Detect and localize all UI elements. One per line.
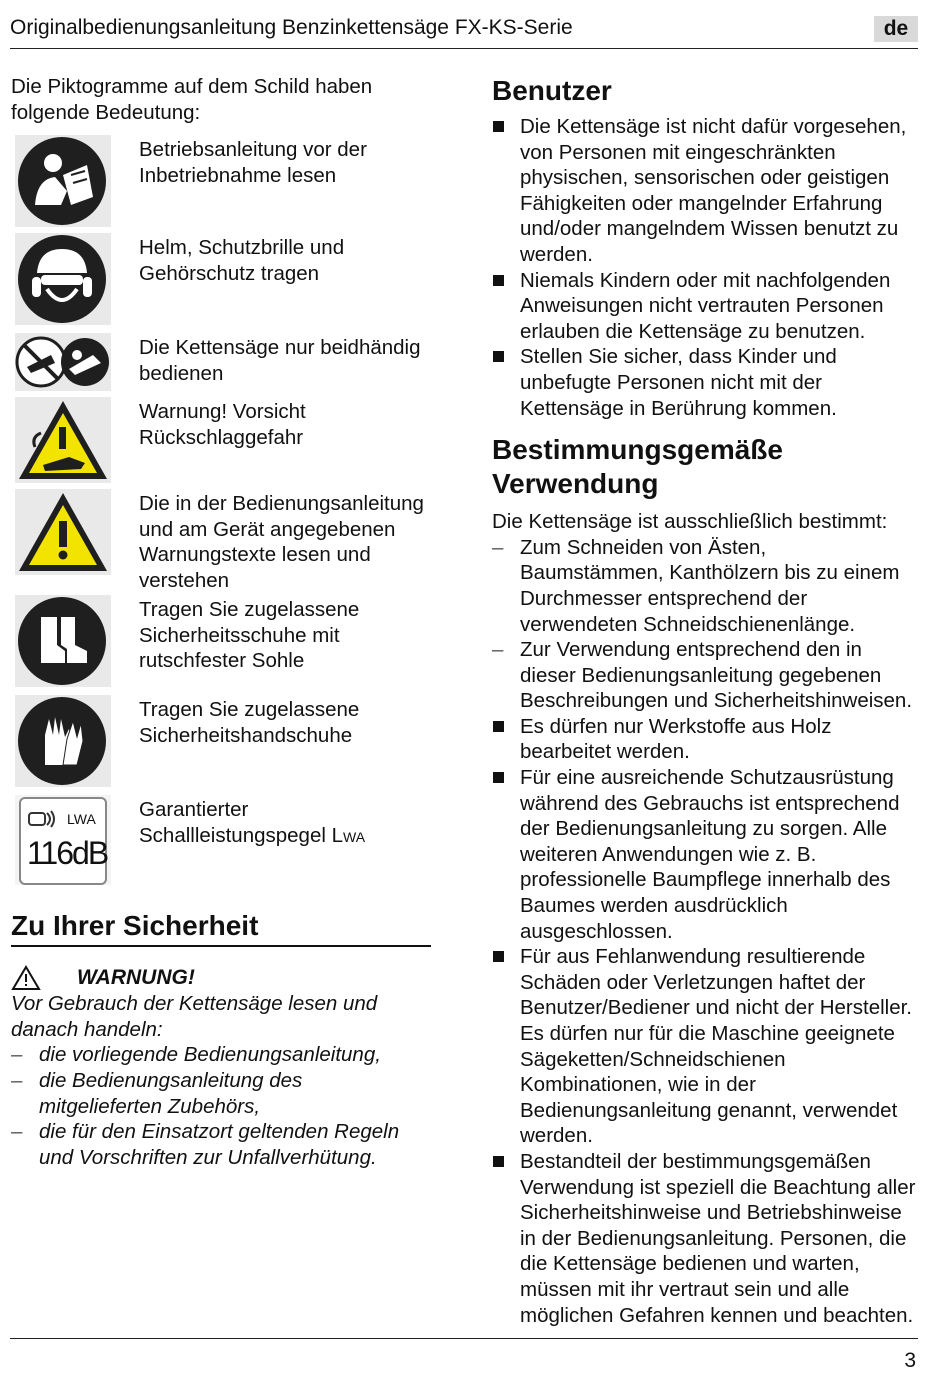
page-number: 3 bbox=[904, 1349, 916, 1372]
list-item: – die vorliegende Bedienungsanleitung, bbox=[11, 1042, 431, 1068]
safety-gloves-icon bbox=[15, 695, 111, 793]
warning-list bbox=[11, 1042, 431, 1170]
warning-label: WARNUNG! bbox=[77, 966, 195, 990]
left-column bbox=[11, 74, 431, 1170]
safety-heading: Zu Ihrer Sicherheit bbox=[11, 910, 259, 942]
sound-level-subscript: WA bbox=[343, 828, 366, 845]
pictogram-description: Betriebsanleitung vor der Inbetriebnahme lesen bbox=[139, 138, 367, 187]
user-list bbox=[492, 114, 920, 421]
two-hand-operation-icon bbox=[15, 333, 111, 395]
user-heading: Benutzer bbox=[492, 75, 612, 106]
sound-db-value: 116dB bbox=[27, 835, 108, 872]
page-header bbox=[10, 14, 918, 49]
pictogram-description: Die in der Bedienungsanleitung und am Gerät angegebenen Warnungstexte lesen und verstehen bbox=[139, 492, 424, 592]
warning-small-icon bbox=[11, 965, 41, 991]
list-item: Es dürfen nur Werkstoffe aus Holz bearbeitet werden. bbox=[492, 714, 920, 765]
pictogram-intro: Die Piktogramme auf dem Schild haben folgende Bedeutung: bbox=[11, 75, 373, 124]
list-item: – die Bedienungsanleitung des mitgelieferten Zubehörs, bbox=[11, 1068, 431, 1119]
language-badge: de bbox=[874, 16, 918, 42]
pictogram-description: Warnung! Vorsicht Rückschlaggefahr bbox=[139, 400, 306, 449]
kickback-warning-icon bbox=[15, 397, 111, 485]
document-title: Originalbedienungsanleitung Benzinkettensäge FX-KS-Serie bbox=[10, 16, 573, 39]
intended-use-intro: Die Kettensäge ist ausschließlich bestimmt: bbox=[492, 510, 888, 534]
intended-use-heading-line1: Bestimmungsgemäße bbox=[492, 434, 783, 466]
pictogram-description: Helm, Schutzbrille und Gehörschutz tragen bbox=[139, 236, 345, 285]
safety-heading-wrap bbox=[11, 909, 431, 947]
right-column bbox=[492, 74, 920, 1328]
pictogram-row bbox=[11, 595, 431, 693]
warning-intro: Vor Gebrauch der Kettensäge lesen und danach handeln: bbox=[11, 992, 378, 1041]
list-item: – die für den Einsatzort geltenden Regeln und Vorschriften zur Unfallverhütung. bbox=[11, 1119, 431, 1170]
pictogram-description: Tragen Sie zugelassene Sicherheitsschuhe mit rutschfester Sohle bbox=[139, 598, 360, 673]
list-item: – Zum Schneiden von Ästen, Baumstämmen, Kanthölzern bis zu einem Durchmesser entsprechend der verwendeten Schneidschienenlänge. bbox=[492, 535, 920, 637]
list-item: Die Kettensäge ist nicht dafür vorgesehen, von Personen mit eingeschränkten physischen, sensorischen oder geistigen Fähigkeiten oder mangelnder Erfahrung und/oder mangelndem Wissen benutzt zu werden. bbox=[492, 114, 920, 268]
pictogram-row bbox=[11, 795, 431, 889]
warning-triangle-icon bbox=[15, 489, 111, 595]
list-item: Stellen Sie sicher, dass Kinder und unbefugte Personen nicht mit der Kettensäge in Berührung kommen. bbox=[492, 344, 920, 421]
list-item: Für eine ausreichende Schutzausrüstung während des Gebrauchs ist entsprechend der Bedienungsanleitung zu sorgen. Alle weiteren Anwendungen wie z. B. professionelle Baumpflege innerhalb des Baumes werden ausdrücklich ausgeschlossen. bbox=[492, 765, 920, 944]
pictogram-row bbox=[11, 233, 431, 331]
pictogram-row bbox=[11, 333, 431, 395]
list-item: Bestandteil der bestimmungsgemäßen Verwendung ist speziell die Beachtung aller Sicherheitshinweise und Betriebshinweise in der Bedienungsanleitung. Personen, die die Kettensäge bedienen und warten, müssen mit ihr vertraut sein und alle möglichen Gefahren kennen und beachten. bbox=[492, 1149, 920, 1328]
helmet-goggles-earmuffs-icon bbox=[15, 233, 111, 331]
pictogram-description: Die Kettensäge nur beidhändig bedienen bbox=[139, 336, 421, 385]
list-item: Für aus Fehlanwendung resultierende Schäden oder Verletzungen haftet der Benutzer/Bediener und nicht der Hersteller. Es dürfen nur für die Maschine geeignete Sägeketten/Schneidschienen Kombinationen, wie in der Bedienungsanleitung genannt, verwendet werden. bbox=[492, 944, 920, 1149]
intended-use-list bbox=[492, 714, 920, 1328]
intended-use-dash-list bbox=[492, 535, 920, 714]
pictogram-row bbox=[11, 135, 431, 227]
pictogram-row bbox=[11, 695, 431, 793]
pictogram-description: Tragen Sie zugelassene Sicherheitshandschuhe bbox=[139, 698, 360, 747]
safety-boots-icon bbox=[15, 595, 111, 693]
intended-use-heading-line2: Verwendung bbox=[492, 468, 659, 500]
footer-divider bbox=[10, 1338, 918, 1339]
sound-power-level-icon bbox=[15, 795, 111, 885]
read-manual-icon bbox=[15, 135, 111, 227]
sound-lwa-label: LWA bbox=[67, 811, 96, 828]
sound-level-text: Garantierter Schallleistungspegel L bbox=[139, 798, 343, 847]
intended-use-heading bbox=[492, 433, 920, 501]
warning-header bbox=[11, 965, 431, 991]
pictogram-row bbox=[11, 489, 431, 595]
list-item: Niemals Kindern oder mit nachfolgenden Anweisungen nicht vertrauten Personen erlauben die Kettensäge zu benutzen. bbox=[492, 268, 920, 345]
pictogram-description bbox=[139, 795, 431, 889]
pictogram-row bbox=[11, 397, 431, 485]
list-item: – Zur Verwendung entsprechend den in dieser Bedienungsanleitung gegebenen Beschreibungen und Sicherheitshinweisen. bbox=[492, 637, 920, 714]
